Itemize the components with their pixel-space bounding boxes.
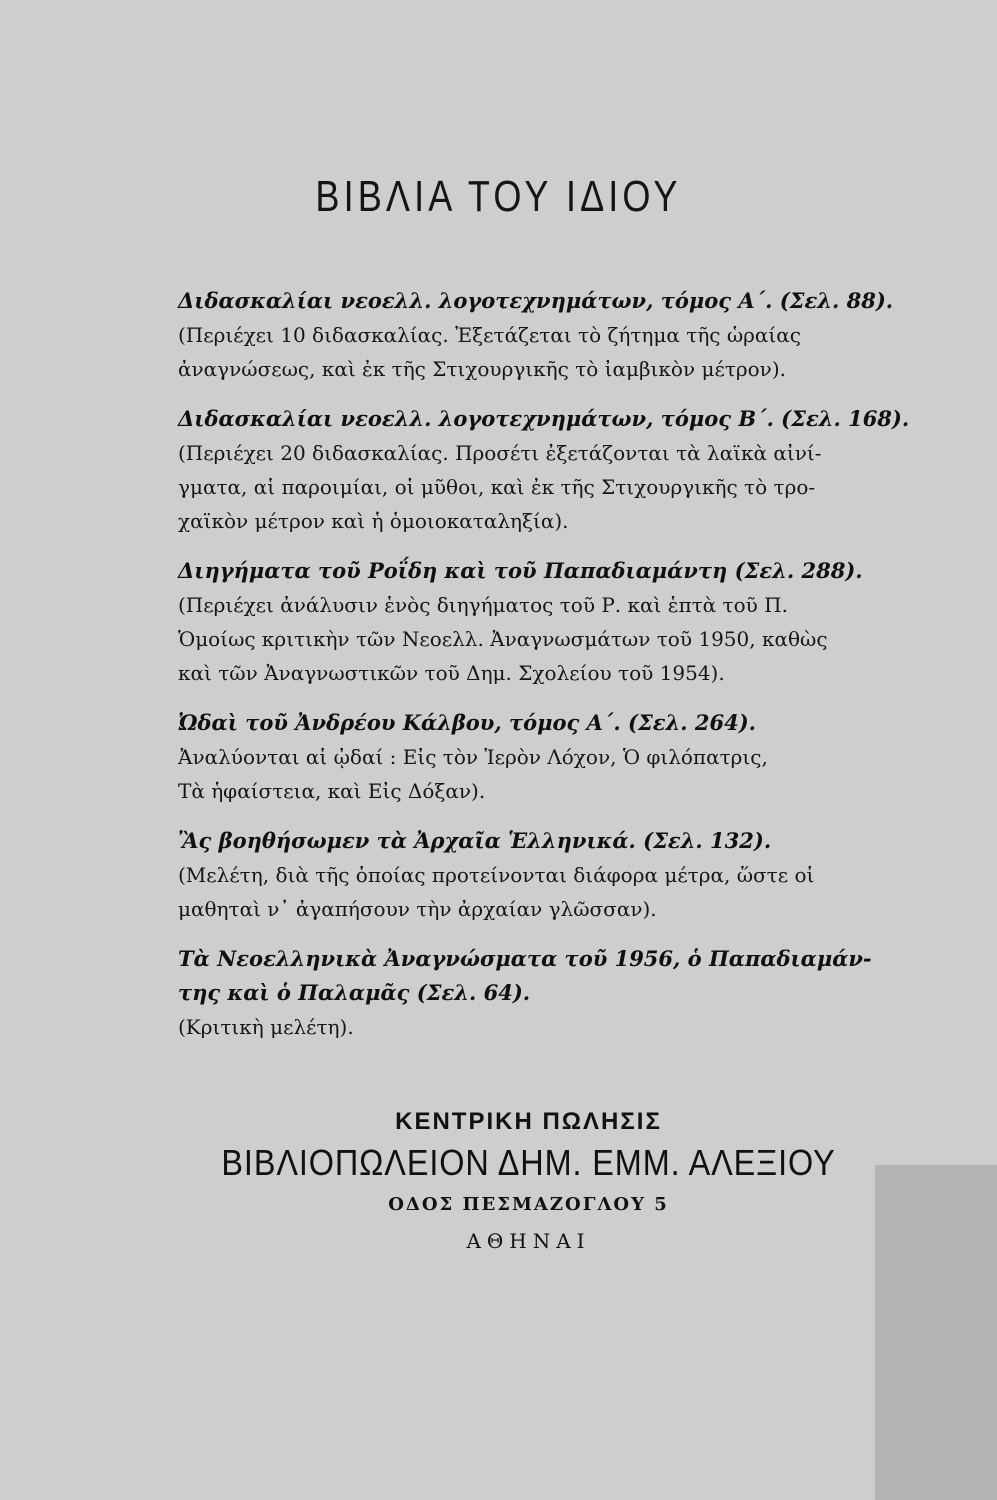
book-title: Ἂς βοηθήσωμεν τὰ Ἀρχαῖα Ἑλληνικά. (Σελ. 132).: [178, 828, 772, 853]
book-description: [178, 436, 890, 538]
book-entry: [178, 942, 890, 1044]
book-list: [178, 284, 910, 1060]
description-line: χαϊκὸν μέτρον καὶ ἡ ὁμοιοκαταληξία).: [178, 509, 569, 533]
description-line: Ἀναλύονται αἱ ᾠδαί : Εἰς τὸν Ἱερὸν Λόχον, Ὁ φιλόπατρις,: [178, 745, 768, 769]
description-line: (Περιέχει 10 διδασκαλίας. Ἐξετάζεται τὸ ζήτημα τῆς ὡραίας: [178, 323, 801, 347]
book-title: Διδασκαλίαι νεοελλ. λογοτεχνημάτων, τόμος Α΄. (Σελ. 88).: [178, 288, 894, 313]
description-line: γματα, αἱ παροιμίαι, οἱ μῦθοι, καὶ ἐκ τῆς Στιχουργικῆς τὸ τρο-: [178, 475, 816, 499]
book-entry: [178, 284, 894, 386]
street-address: ΟΔΟΣ ΠΕΣΜΑΖΟΓΛΟΥ 5: [388, 1194, 669, 1215]
description-line: μαθηταὶ ν᾿ ἀγαπήσουν τὴν ἀρχαίαν γλῶσσαν).: [178, 897, 657, 921]
publisher-footer: [0, 1108, 997, 1253]
book-title: [178, 942, 890, 1010]
book-description: [178, 858, 890, 926]
book-description: [178, 318, 890, 386]
book-description: [178, 740, 890, 808]
description-line: Ὁμοίως κριτικὴν τῶν Νεοελλ. Ἀναγνωσμάτων τοῦ 1950, καθὼς: [178, 627, 828, 651]
description-line: (Περιέχει 20 διδασκαλίας. Προσέτι ἐξετάζονται τὰ λαϊκὰ αἰνί-: [178, 441, 822, 465]
description-line: ἀναγνώσεως, καὶ ἐκ τῆς Στιχουργικῆς τὸ ἰαμβικὸν μέτρον).: [178, 357, 786, 381]
book-title-line: Τὰ Νεοελληνικὰ Ἀναγνώσματα τοῦ 1956, ὁ Παπαδιαμάν-: [178, 946, 872, 971]
book-title: Ὠδαὶ τοῦ Ἀνδρέου Κάλβου, τόμος Α΄. (Σελ. 264).: [178, 710, 756, 735]
page-title: ΒΙΒΛΙΑ ΤΟΥ ΙΔΙΟΥ: [315, 172, 682, 221]
central-sale-heading: ΚΕΝΤΡΙΚΗ ΠΩΛΗΣΙΣ: [395, 1108, 662, 1135]
book-entry: [178, 824, 890, 926]
description-line: (Κριτικὴ μελέτη).: [178, 1015, 354, 1039]
book-entry: [178, 554, 890, 690]
book-description: [178, 1010, 890, 1044]
book-title-line: της καὶ ὁ Παλαμᾶς (Σελ. 64).: [178, 980, 531, 1005]
bookshop-name: ΒΙΒΛΙΟΠΩΛΕΙΟΝ ΔΗΜ. ΕΜΜ. ΑΛΕΞΙΟΥ: [221, 1142, 836, 1183]
description-line: καὶ τῶν Ἀναγνωστικῶν τοῦ Δημ. Σχολείου τοῦ 1954).: [178, 661, 725, 685]
book-entry: [178, 706, 890, 808]
book-title: Διηγήματα τοῦ Ροΐδη καὶ τοῦ Παπαδιαμάντη (Σελ. 288).: [178, 558, 863, 583]
description-line: (Μελέτη, διὰ τῆς ὁποίας προτείνονται διάφορα μέτρα, ὥστε οἱ: [178, 863, 815, 887]
description-line: Τὰ ἡφαίστεια, καὶ Εἰς Δόξαν).: [178, 779, 486, 803]
description-line: (Περιέχει ἀνάλυσιν ἑνὸς διηγήματος τοῦ Ρ. καὶ ἑπτὰ τοῦ Π.: [178, 593, 788, 617]
book-title: Διδασκαλίαι νεοελλ. λογοτεχνημάτων, τόμος Β΄. (Σελ. 168).: [178, 406, 910, 431]
book-entry: [178, 402, 910, 538]
city-name: ΑΘΗΝΑΙ: [466, 1229, 591, 1253]
book-description: [178, 588, 890, 690]
